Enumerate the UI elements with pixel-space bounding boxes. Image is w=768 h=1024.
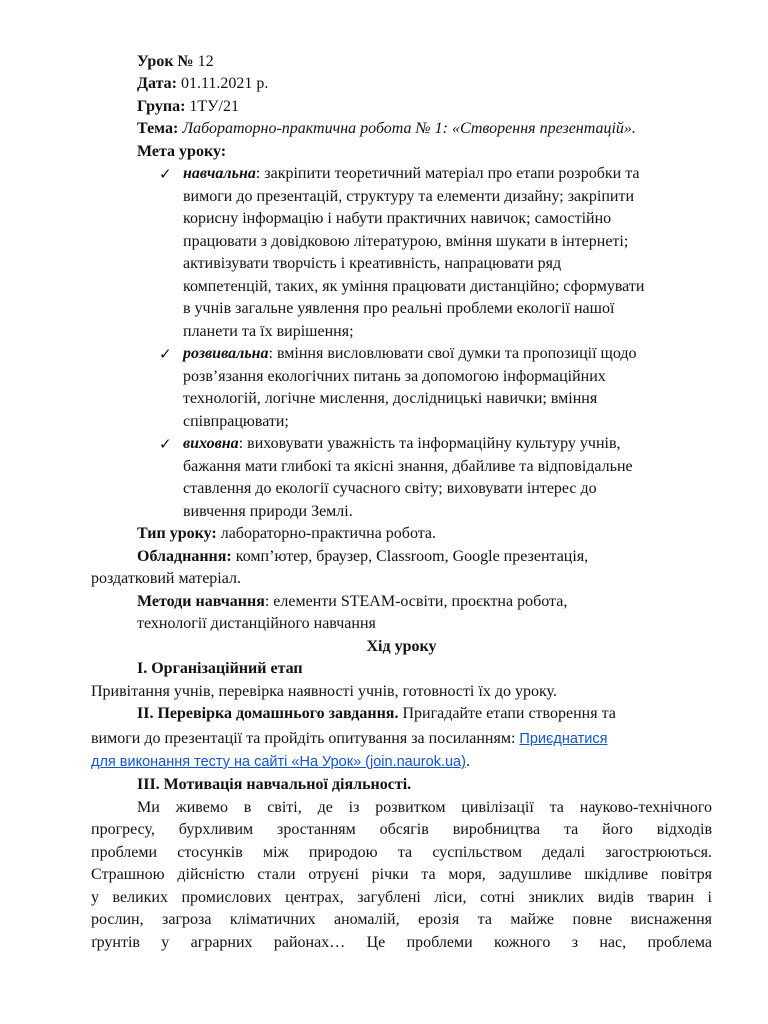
goal-2-line: співпрацювати; [183,413,289,430]
section-2-text: вимоги до презентації та пройдіть опитування за посиланням: Приєднатися [91,730,608,747]
goal-1-line: планети та їх вирішення; [183,323,354,340]
date-line: Дата: 01.11.2021 р. [137,75,269,92]
section-1-text: Привітання учнів, перевірка наявності учнів, готовності їх до уроку. [91,683,557,700]
paragraph-line: прогресу, бурхливим зростанням обсягів виробництва та його відходів [91,821,712,838]
section-3-title: ІІІ. Мотивація навчальної діяльності. [137,776,412,793]
lesson-type-line: Тип уроку: лабораторно-практична робота. [137,525,437,542]
equipment-line: Обладнання: комп’ютер, браузер, Classroom, Google презентація, [137,548,589,565]
topic-line: Тема: Лабораторно-практична робота № 1: «Створення презентацій». [137,120,636,137]
equipment-line-2: роздатковий матеріал. [91,570,241,587]
section-2-title: ІІ. Перевірка домашнього завдання. Пригадайте етапи створення та [137,705,616,722]
paragraph-line: проблеми стосунків між природою та суспільством дедалі загострюються. [91,844,712,861]
goal-2-line: розвивальна: вміння висловлювати свої думки та пропозиції щодо [183,345,637,362]
goal-1-line: вимоги до презентацій, структуру та елементи дизайну; закріпити [183,188,635,205]
goal-1-line: компетенцій, таких, як уміння працювати дистанційно; сформувати [183,278,645,295]
lesson-line: Урок № 12 [137,53,214,70]
goal-3-line: бажання мати глибокі та якісні знання, дбайливе та відповідальне [183,458,633,475]
goal-1-line: активізувати творчість і креативність, напрацювати ряд [183,255,562,272]
goal-2-line: розв’язання екологічних питань за допомогою інформаційних [183,368,606,385]
test-link-continued[interactable]: для виконання тесту на сайті «На Урок» (join.naurok.ua) [91,754,466,770]
paragraph-line: у великих промислових центрах, загублені ліси, сотні зниклих видів тварин і [91,889,712,906]
section-2-link-line: для виконання тесту на сайті «На Урок» (join.naurok.ua). [91,753,470,770]
group-line: Група: 1ТУ/21 [137,98,239,115]
goal-1-line: корисну інформацію і набути практичних навичок; самостійно [183,210,612,227]
test-link[interactable]: Приєднатися [519,731,608,747]
check-icon: ✓ [159,345,172,363]
goal-3-line: виховна: виховувати уважність та інформаційну культуру учнів, [183,435,621,452]
goal-2-line: технологій, логічне мислення, дослідницькі навички; вміння [183,390,598,407]
goal-3-line: вивчення природи Землі. [183,503,353,520]
paragraph-line: Страшною дійсністю стали отруєні річки та моря, задушливе шкідливе повітря [91,866,712,883]
paragraph-line: рослин, загроза кліматичних аномалій, ерозія та майже повне виснаження [91,911,712,928]
methods-line-2: технології дистанційного навчання [137,615,376,632]
paragraph-line: ґрунтів у аграрних районах… Це проблеми кожного з нас, проблема [91,934,712,951]
goal-3-line: ставлення до екології сучасного світу; виховувати інтерес до [183,480,597,497]
methods-line: Методи навчання: елементи STEAM-освіти, проєктна робота, [137,593,568,610]
goal-heading: Мета уроку: [137,143,227,160]
goal-1-line: в учнів загальне уявлення про реальні проблеми екології нашої [183,300,615,317]
check-icon: ✓ [159,165,172,183]
section-1-title: І. Організаційний етап [137,660,303,677]
course-title: Хід уроку [366,638,437,655]
paragraph-line: Ми живемо в світі, де із розвитком цивілізації та науково-технічного [137,799,712,816]
goal-1-line: навчальна: закріпити теоретичний матеріал про етапи розробки та [183,165,640,182]
check-icon: ✓ [159,435,172,453]
goal-1-line: працювати з довідковою літературою, вміння шукати в інтернеті; [183,233,629,250]
